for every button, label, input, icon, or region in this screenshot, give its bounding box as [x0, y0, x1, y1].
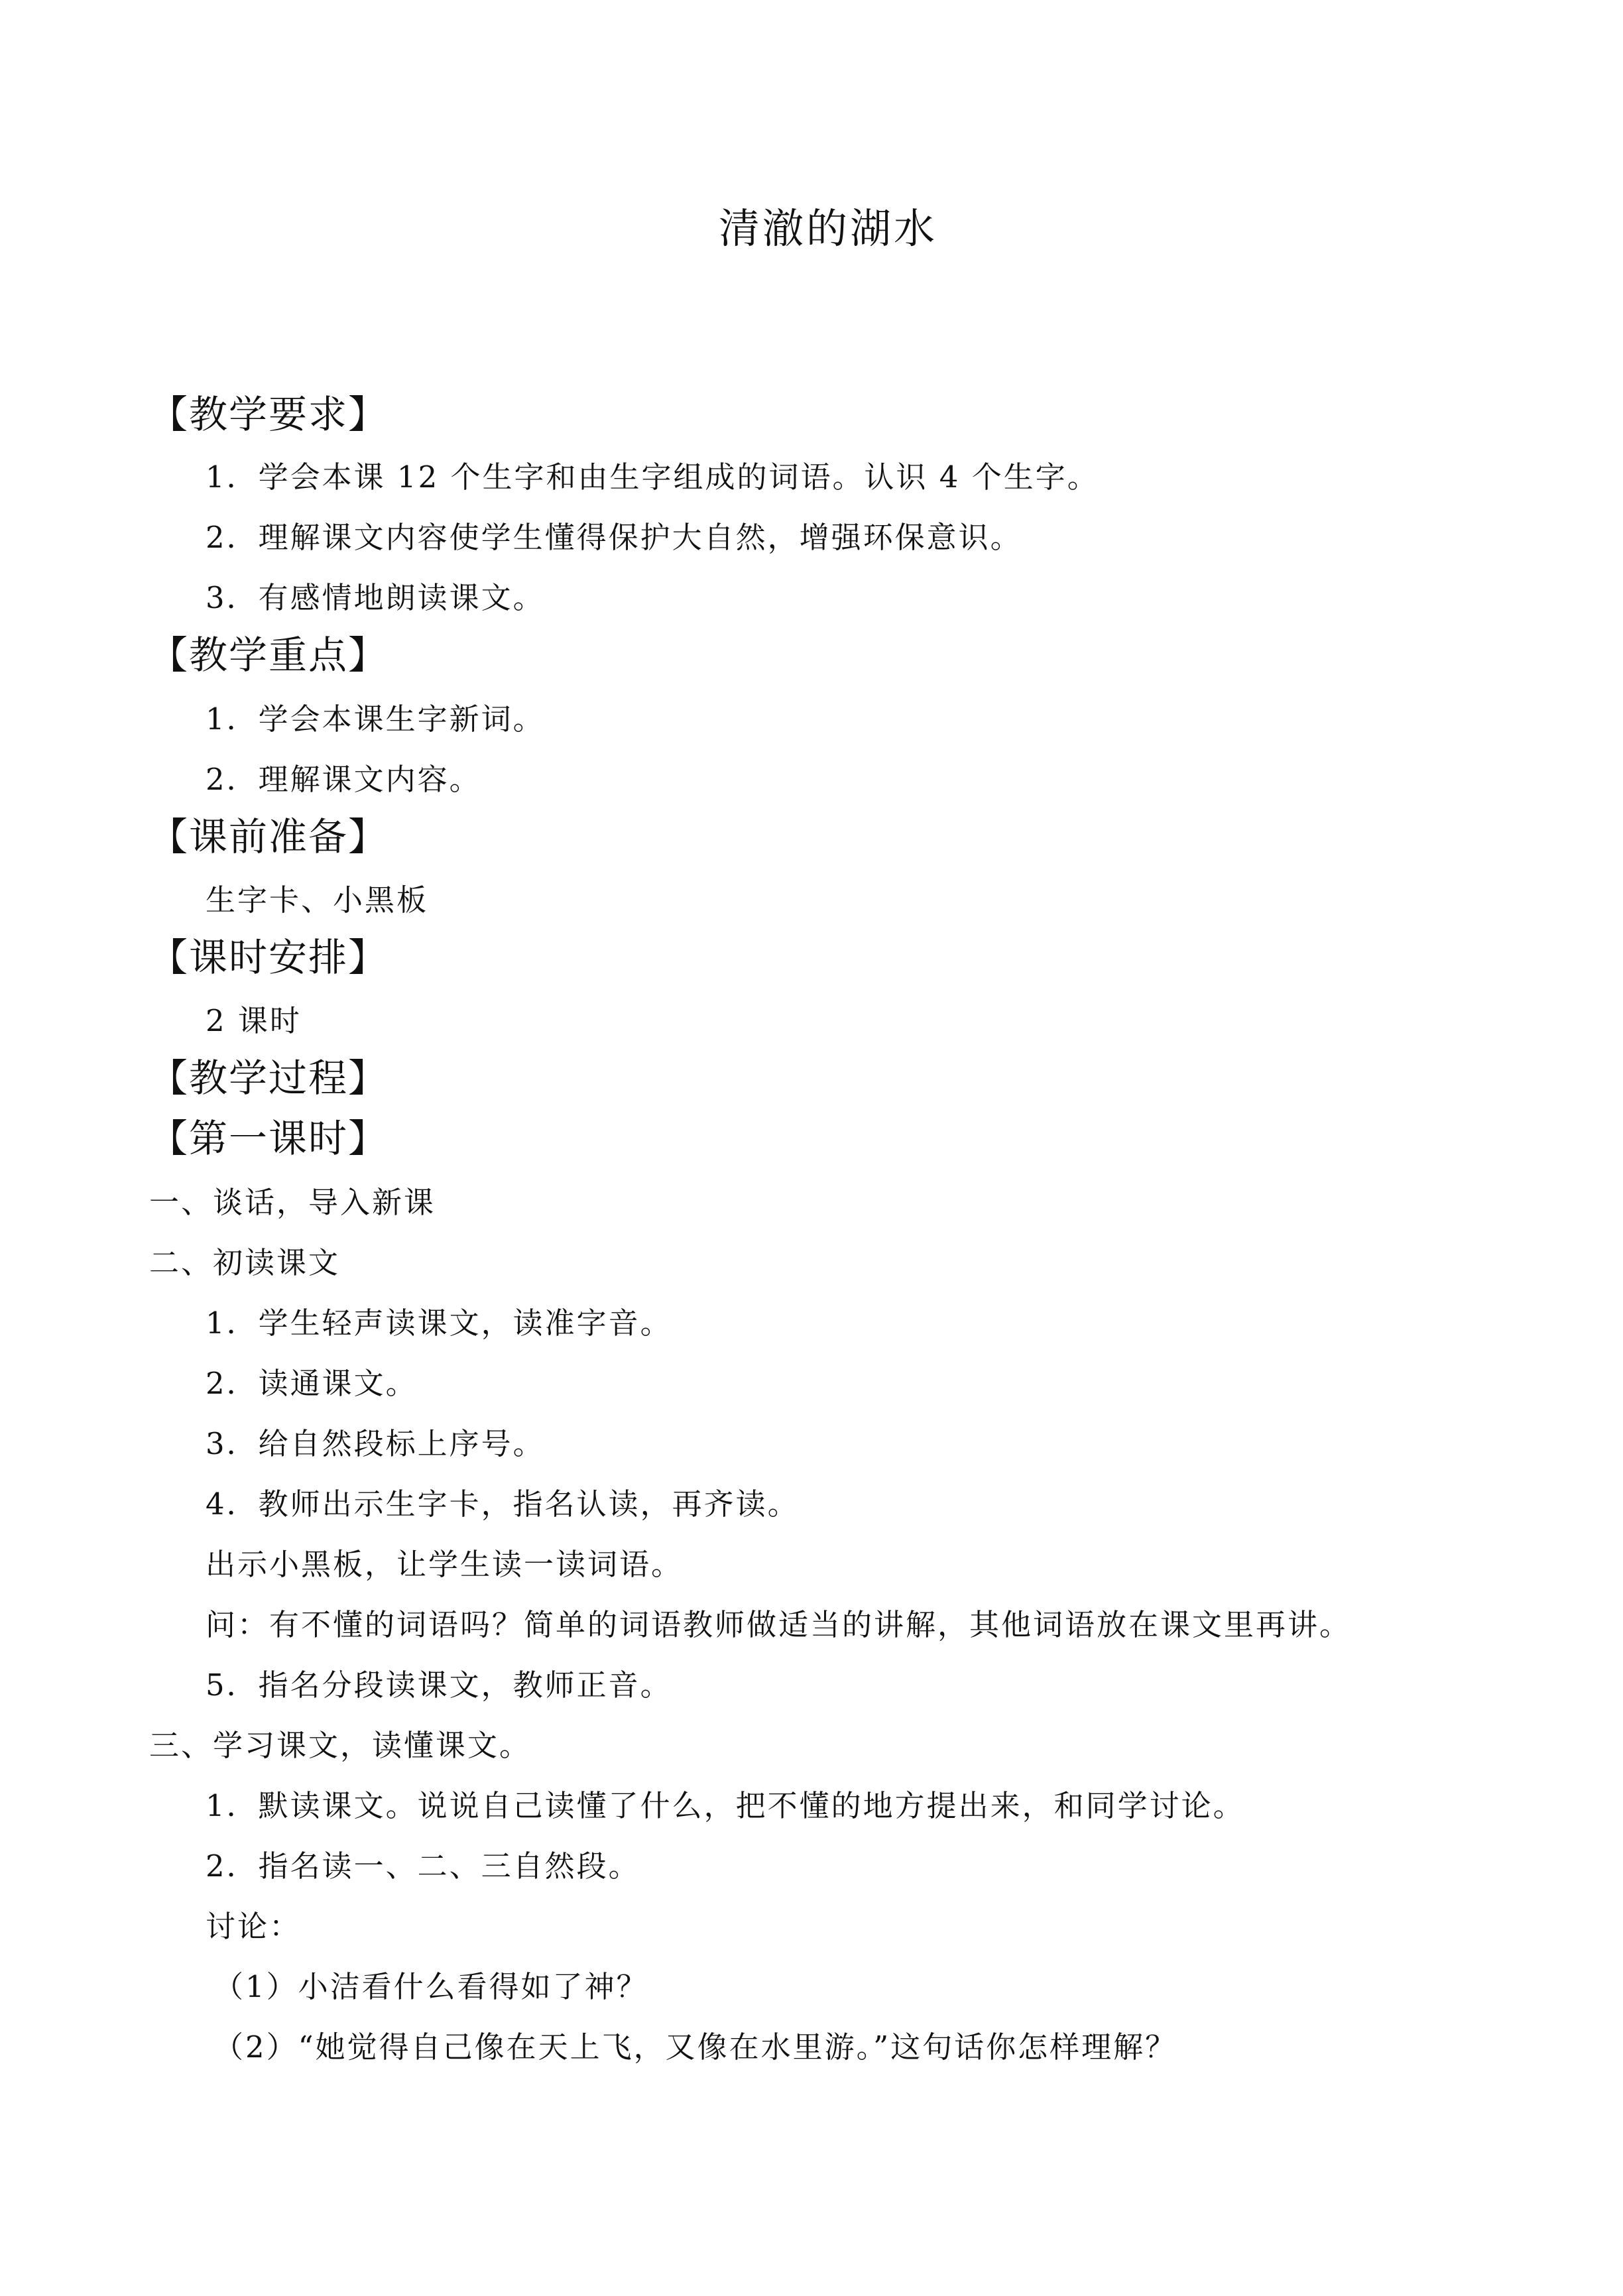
- section-step: 一、谈话，导入新课: [149, 1185, 436, 1220]
- discussion-question: （2）“她觉得自己像在天上飞，又像在水里游。”这句话你怎样理解？: [213, 2029, 1177, 2065]
- step-item: 2．指名读一、二、三自然段。: [206, 1848, 640, 1884]
- preparation-item: 生字卡、小黑板: [206, 882, 429, 918]
- heading-teaching-requirements: 【教学要求】: [149, 392, 389, 437]
- step-item: 1．默读课文。说说自己读懂了什么，把不懂的地方提出来，和同学讨论。: [206, 1788, 1245, 1823]
- heading-teaching-process: 【教学过程】: [149, 1056, 389, 1101]
- heading-schedule: 【课时安排】: [149, 935, 389, 980]
- heading-teaching-keypoints: 【教学重点】: [149, 633, 389, 678]
- heading-preparation: 【课前准备】: [149, 814, 389, 859]
- schedule-item: 2 课时: [206, 1003, 302, 1038]
- requirement-item: 2．理解课文内容使学生懂得保护大自然，增强环保意识。: [206, 520, 1022, 555]
- section-step: 三、学习课文，读懂课文。: [149, 1728, 532, 1763]
- step-item: 5．指名分段读课文，教师正音。: [206, 1667, 672, 1703]
- requirement-item: 1．学会本课 12 个生字和由生字组成的词语。认识 4 个生字。: [206, 459, 1099, 495]
- step-item: 讨论：: [206, 1909, 302, 1944]
- step-item: 1．学生轻声读课文，读准字音。: [206, 1305, 672, 1341]
- keypoint-item: 2．理解课文内容。: [206, 762, 481, 797]
- step-item: 4．教师出示生字卡，指名认读，再齐读。: [206, 1486, 800, 1522]
- section-step: 二、初读课文: [149, 1245, 341, 1280]
- step-item: 2．读通课文。: [206, 1366, 418, 1401]
- heading-first-lesson: 【第一课时】: [149, 1116, 389, 1161]
- keypoint-item: 1．学会本课生字新词。: [206, 701, 545, 737]
- discussion-question: （1）小洁看什么看得如了神？: [213, 1969, 648, 2004]
- document-title: 清澈的湖水: [718, 204, 937, 253]
- step-item: 3．给自然段标上序号。: [206, 1426, 545, 1461]
- step-item: 出示小黑板，让学生读一读词语。: [206, 1547, 684, 1582]
- step-item: 问：有不懂的词语吗？简单的词语教师做适当的讲解，其他词语放在课文里再讲。: [206, 1607, 1352, 1642]
- requirement-item: 3．有感情地朗读课文。: [206, 580, 545, 615]
